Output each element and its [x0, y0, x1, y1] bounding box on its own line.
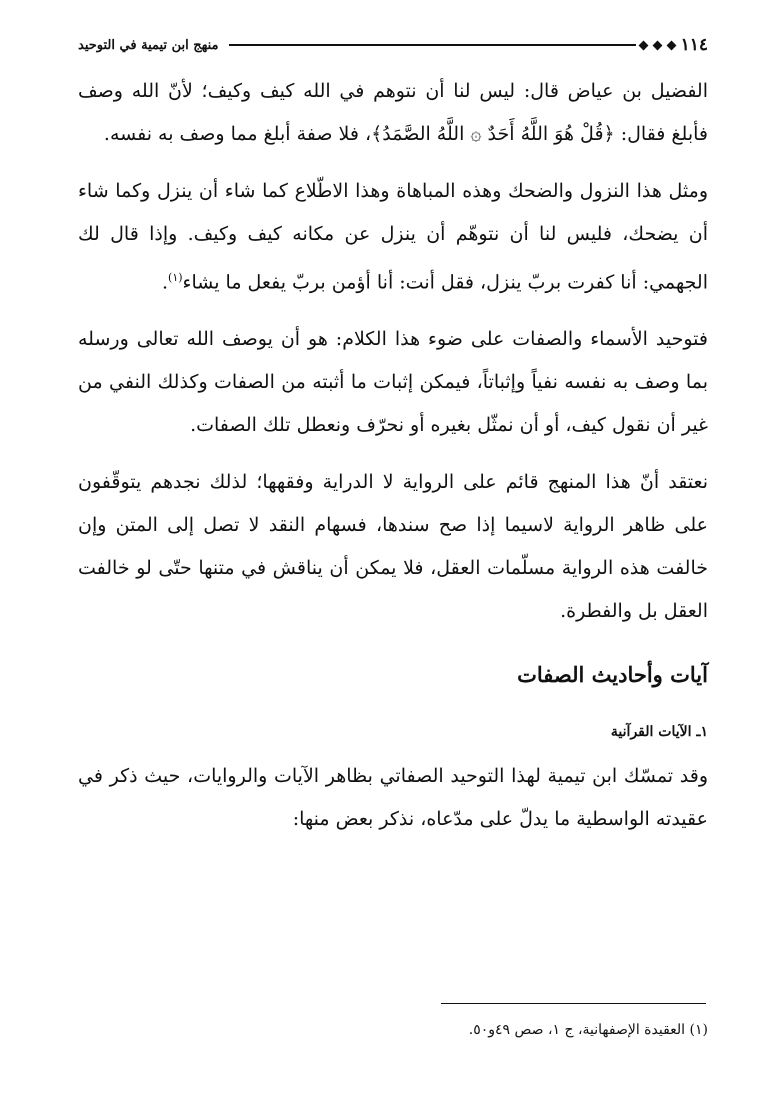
ornament-diamond [652, 40, 662, 50]
running-title: منهج ابن تيمية في التوحيد [78, 37, 219, 53]
footnote-reference[interactable]: (١) [168, 271, 183, 284]
footnote-divider [441, 1003, 706, 1004]
paragraph-text: ومثل هذا النزول والضحك وهذه المباهاة وهذا الاطّلاع كما شاء أن ينزل وكما شاء أن يضحك، فليس لنا أن نتوهّم أن ينزل عن مكانه كيف وكيف. وإذا قال لك الجهمي: أنا كفرت بربّ ينزل، فقل أنت: أنا أؤمن بربّ يفعل ما يشاء [78, 180, 708, 294]
body-paragraph-with-footnote [78, 170, 708, 304]
body-paragraph: الفضيل بن عياض قال: ليس لنا أن نتوهم في الله كيف وكيف؛ لأنّ الله وصف فأبلغ فقال: ﴿قُلْ هُوَ اللَّهُ أَحَدٌ ۞ اللَّهُ الصَّمَدُ﴾، فلا صفة أبلغ مما وصف به نفسه. [78, 80, 708, 145]
page-body [78, 70, 708, 855]
body-paragraph: وقد تمسّك ابن تيمية لهذا التوحيد الصفاتي بظاهر الآيات والروايات، حيث ذكر في عقيدته الواسطية ما يدلّ على مدّعاه، نذكر بعض منها: [78, 765, 708, 831]
page-header [78, 30, 708, 60]
body-paragraph: فتوحيد الأسماء والصفات على ضوء هذا الكلام: هو أن يوصف الله تعالى ورسله بما وصف به نفسه نفياً وإثباتاً، فيمكن إثبات ما أثبته من الصفات وكذلك النفي من غير أن نقول كيف، أو أن نمثّل بغيره أو نحرّف ونعطل تلك الصفات. [78, 328, 708, 437]
header-ornament [229, 42, 675, 49]
ornament-line [229, 44, 636, 46]
ornament-diamonds [640, 42, 675, 49]
section-heading: آيات وأحاديث الصفات [517, 662, 708, 688]
subsection-heading: ١ـ الآيات القرآنية [610, 724, 708, 741]
paragraph-end-mark: . [161, 271, 169, 294]
page-number: ١١٤ [680, 35, 708, 55]
footnote: (١) العقيدة الإصفهانية، ج ١، صص ٤٩و٥٠. [468, 1022, 708, 1038]
ornament-diamond [638, 40, 648, 50]
body-paragraph: نعتقد أنّ هذا المنهج قائم على الرواية لا الدراية وفقهها؛ لذلك نجدهم يتوقّفون على ظاهر الرواية لاسيما إذا صح سندها، فسهام النقد لا تصل إلى المتن وإن خالفت هذه الرواية مسلّمات العقل، فلا يمكن أن يناقش في متنها حتّى لو خالفت العقل بل والفطرة. [78, 471, 708, 623]
ornament-diamond [666, 40, 676, 50]
